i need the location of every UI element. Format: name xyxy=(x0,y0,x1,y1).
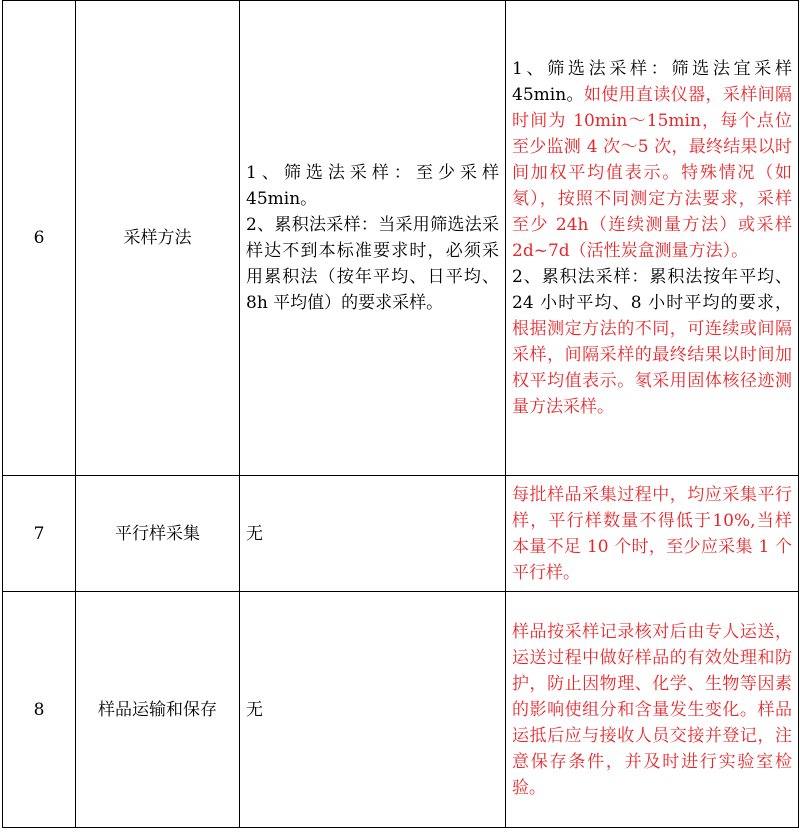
revised-text-changed: 每批样品采集过程中，均应采集平行样，平行样数量不得低于10%,当样本量不足 10 个时，至少应采集 1 个平行样。 xyxy=(512,484,792,583)
item-name: 平行样采集 xyxy=(76,476,240,592)
revised-requirement xyxy=(506,1,799,476)
revised-requirement xyxy=(506,592,799,828)
table-row-8 xyxy=(3,592,799,828)
table-row-7 xyxy=(3,476,799,592)
original-requirement: 无 xyxy=(240,476,506,592)
revised-requirement xyxy=(506,476,799,592)
original-requirement xyxy=(240,1,506,476)
revised-text-unchanged: 2、累积法采样：累积法按年平均、24 小时平均、8 小时平均的要求， xyxy=(512,267,792,313)
revised-text-unchanged: 1、筛选法采样：筛选法宜采样45min。 xyxy=(512,59,792,105)
revised-text-changed: 样品按采样记录核对后由专人运送，运送过程中做好样品的有效处理和防护，防止因物理、化学、生物等因素的影响使组分和含量发生变化。样品运抵后应与接收人员交接并登记，注意保存条件，并及时进行实验室检验。 xyxy=(512,621,792,798)
row-number: 6 xyxy=(3,1,76,476)
revised-text-changed: 如使用直读仪器，采样间隔时间为 10min～15min，每个点位至少监测 4 次～5 次，最终结果以时间加权平均值表示。特殊情况（如氡），按照不同测定方法要求，采样至少 24h（连续测量方法）或采样 2d~7d（活性炭盒测量方法）。 xyxy=(512,85,793,261)
original-requirement: 无 xyxy=(240,592,506,828)
revised-text-changed: 根据测定方法的不同，可连续或间隔采样，间隔采样的最终结果以时间加权平均值表示。氡采用固体核径迹测量方法采样。 xyxy=(512,319,792,417)
original-paragraph-1: 1、筛选法采样：至少采样45min。 xyxy=(246,163,499,209)
revised-paragraph-2 xyxy=(512,264,792,420)
original-paragraph-2: 2、累积法采样：当采用筛选法采样达不到本标准要求时，必须采用累积法（按年平均、日平均、8h 平均值）的要求采样。 xyxy=(246,215,499,313)
revised-paragraph-1 xyxy=(512,56,792,264)
table-row-6 xyxy=(3,1,799,476)
item-name: 采样方法 xyxy=(76,1,240,476)
row-number: 8 xyxy=(3,592,76,828)
item-name: 样品运输和保存 xyxy=(76,592,240,828)
row-number: 7 xyxy=(3,476,76,592)
comparison-table xyxy=(2,0,799,828)
